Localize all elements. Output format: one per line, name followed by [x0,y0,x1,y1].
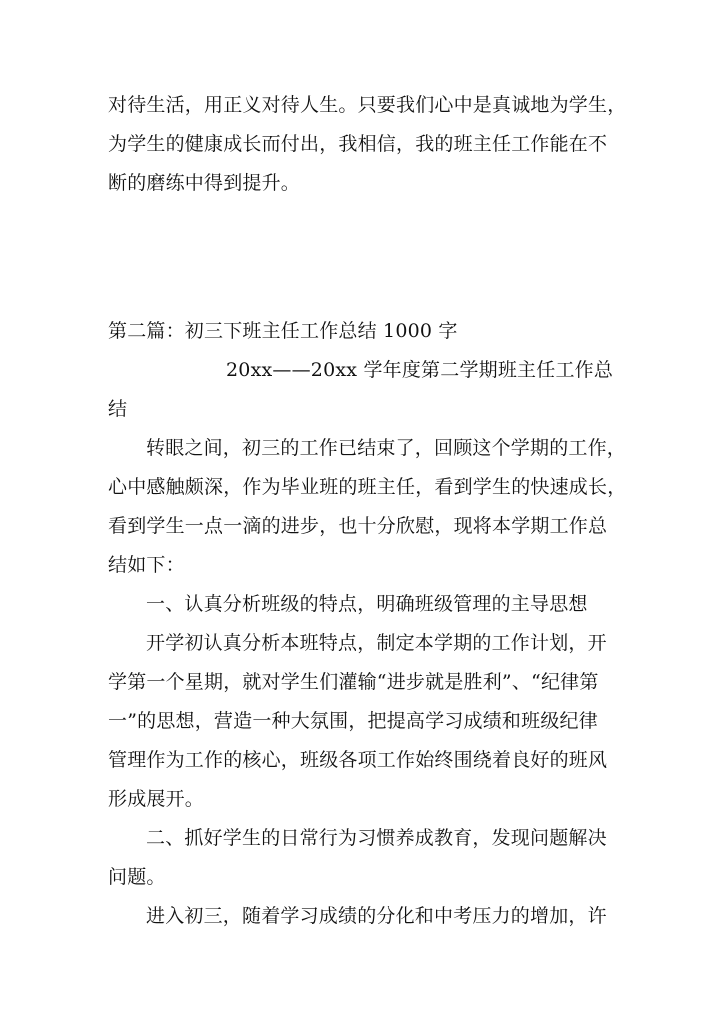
heading-line: 二、抓好学生的日常行为习惯养成教育，发现问题解决 [146,827,607,849]
paragraph-line: 结如下： [108,554,185,576]
paragraph-line: 学第一个星期，就对学生们灌输“进步就是胜利”、“纪律第 [108,671,599,693]
paragraph-line: 进入初三，随着学习成绩的分化和中考压力的增加，许 [146,905,607,927]
paragraph-line: 管理作为工作的核心，班级各项工作始终围绕着良好的班风 [108,749,608,771]
section-title: 第二篇：初三下班主任工作总结 1000 字 [108,320,458,342]
heading-line: 一、认真分析班级的特点，明确班级管理的主导思想 [146,593,588,615]
paragraph-line: 看到学生一点一滴的进步，也十分欣慰，现将本学期工作总 [108,515,608,537]
subtitle-line: 20xx——20xx 学年度第二学期班主任工作总 [226,359,614,381]
paragraph-line: 转眼之间，初三的工作已结束了，回顾这个学期的工作， [146,437,627,459]
paragraph-line: 心中感触颇深，作为毕业班的班主任，看到学生的快速成长， [108,476,627,498]
heading-line: 问题。 [108,866,166,888]
paragraph-line: 形成展开。 [108,788,205,810]
paragraph-line: 开学初认真分析本班特点，制定本学期的工作计划，开 [146,632,607,654]
paragraph-line: 一”的思想，营造一种大氛围，把提高学习成绩和班级纪律 [108,710,598,732]
subtitle-line: 结 [108,398,128,420]
text-line: 为学生的健康成长而付出，我相信，我的班主任工作能在不 [108,133,608,155]
text-line: 断的磨练中得到提升。 [108,172,301,194]
text-line: 对待生活，用正义对待人生。只要我们心中是真诚地为学生， [108,94,627,116]
